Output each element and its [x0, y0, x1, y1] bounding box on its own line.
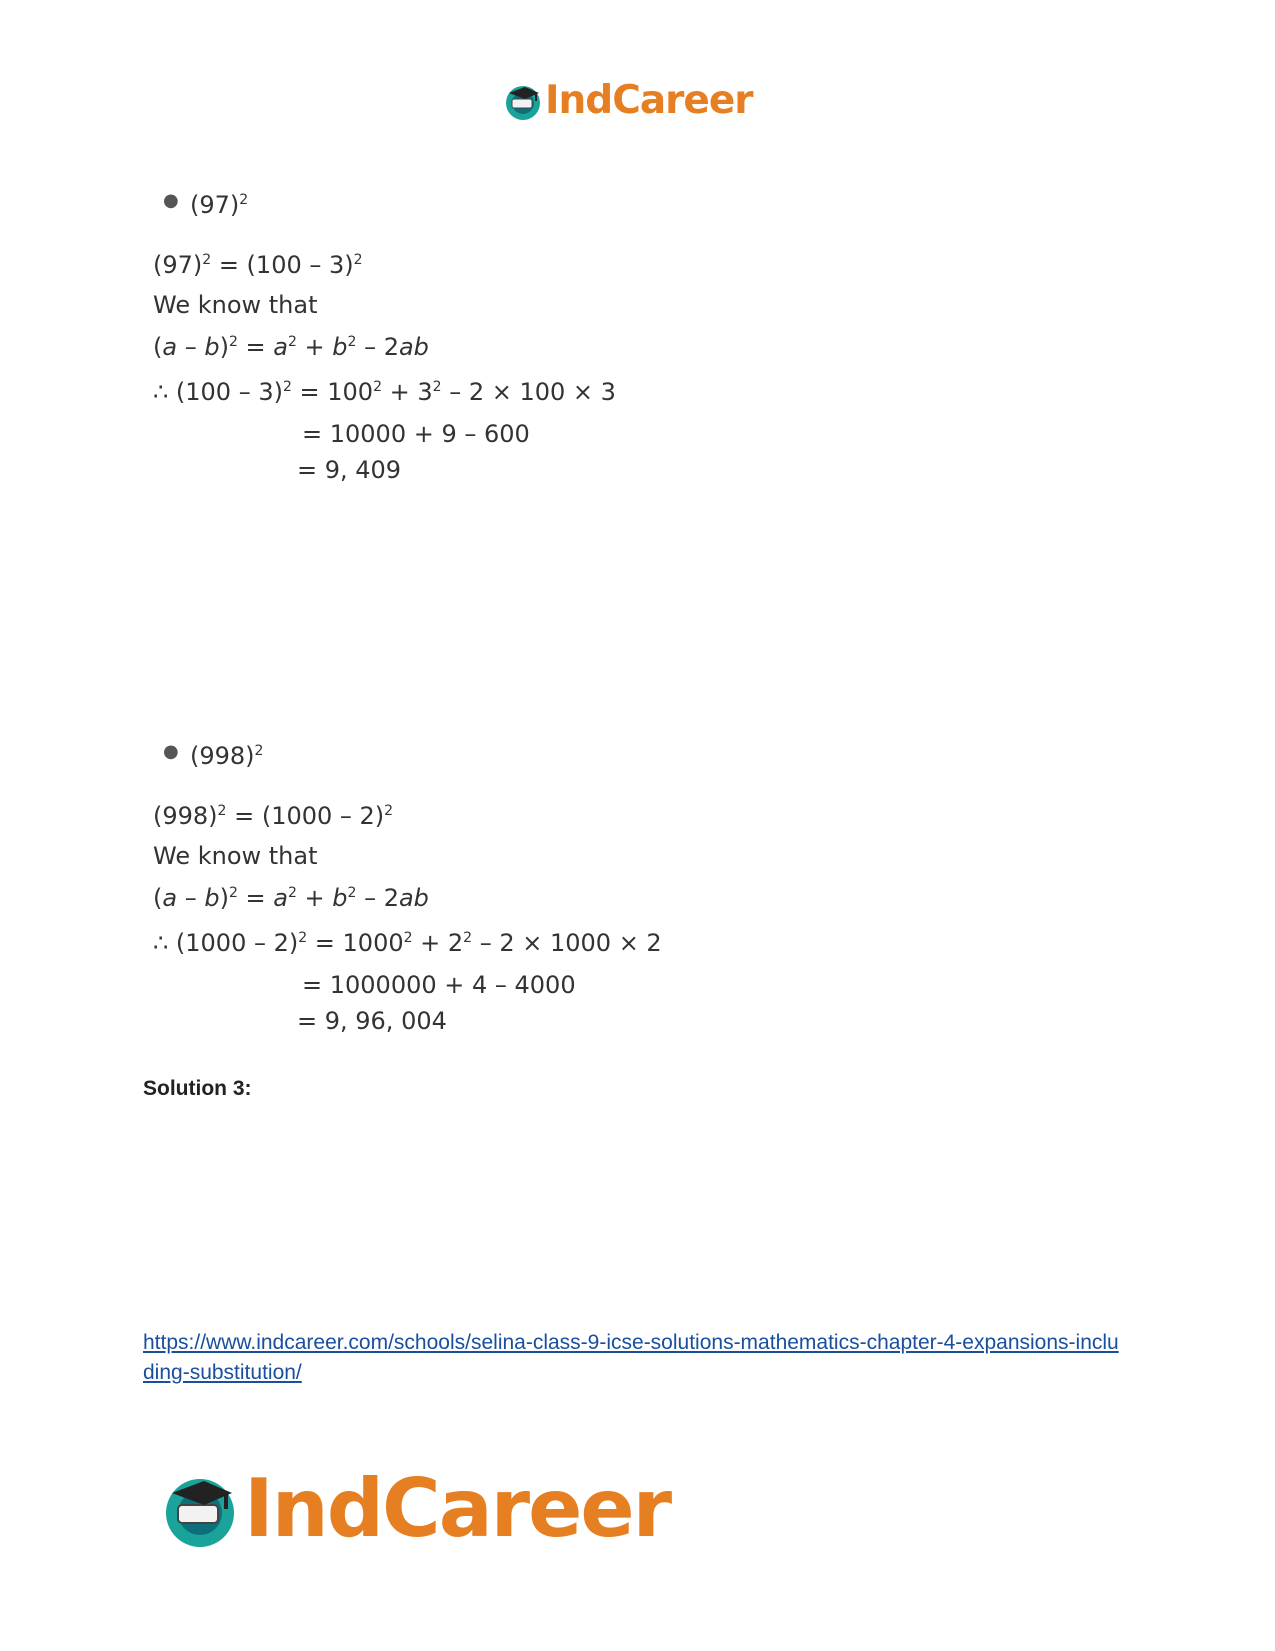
footer-logo-text: IndCareer — [244, 1462, 671, 1555]
problem-1-line-1: $(97)^2 = (100 - 3)^2$ — [153, 251, 363, 279]
problem-2-identity: $(a - b)^2 = a^2 + b^2 - 2ab$ — [153, 884, 429, 912]
graduation-cap-globe-icon — [503, 81, 543, 121]
source-link[interactable]: https://www.indcareer.com/schools/selina-class-9-icse-solutions-mathematics-chapter-4-expansions-including-substitution/ — [143, 1331, 1119, 1384]
problem-1-step-2: = 10000 + 9 – 600 — [302, 420, 530, 448]
header-logo-text: IndCareer — [545, 78, 753, 123]
problem-2-step-2: = 1000000 + 4 – 4000 — [302, 971, 576, 999]
list-bullet: ● — [163, 190, 179, 211]
footer-logo — [160, 1462, 670, 1555]
problem-1-expression: $(97)^2$ — [190, 191, 249, 219]
problem-2-expression: $(998)^2$ — [190, 742, 264, 770]
problem-1-step-1: ∴ $(100 - 3)^2 = 100^2 + 3^2 - 2 \times 100 \times 3$ — [153, 378, 616, 406]
header-logo — [503, 78, 753, 123]
problem-1-step-3: = 9, 409 — [297, 456, 402, 484]
problem-2-step-3: = 9, 96, 004 — [297, 1007, 447, 1035]
problem-2-we-know: We know that — [153, 842, 318, 870]
problem-1-identity: $(a - b)^2 = a^2 + b^2 - 2ab$ — [153, 333, 429, 361]
problem-2-step-1: ∴ $(1000 - 2)^2 = 1000^2 + 2^2 - 2 \times 1000 \times 2$ — [153, 929, 662, 957]
solution-heading: Solution 3: — [143, 1077, 252, 1100]
problem-1-we-know: We know that — [153, 291, 318, 319]
list-bullet: ● — [163, 741, 179, 762]
graduation-cap-globe-icon — [160, 1469, 240, 1549]
problem-2-line-1: $(998)^2 = (1000 - 2)^2$ — [153, 802, 394, 830]
